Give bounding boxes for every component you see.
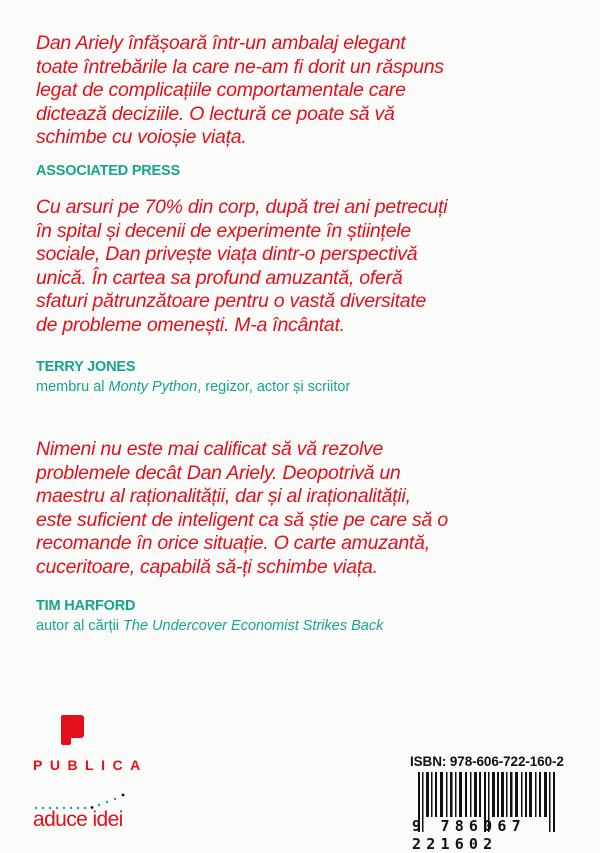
publica-p-logo-icon <box>61 715 85 745</box>
attribution-name: TERRY JONES <box>36 359 136 375</box>
attribution-terry-jones <box>36 359 350 395</box>
quote-line: sfaturi pătrunzătoare pentru o vastă diversitate <box>36 290 427 313</box>
quote-line: Dan Ariely înfășoară într-un ambalaj elegant <box>36 32 406 54</box>
publisher-logo <box>33 715 148 773</box>
quote-line: este suficient de inteligent ca să știe pe care să o <box>36 508 448 531</box>
role-text: , regizor, actor și scriitor <box>197 379 351 395</box>
quote-line: sociale, Dan privește viața dintr-o perspectivă <box>36 243 418 266</box>
quote-line: dictează deciziile. O lectură ce poate să vă <box>36 102 395 125</box>
blurb-quote-associated-press <box>36 32 444 150</box>
quote-line: maestru al raționalității, dar și al iraționalității, <box>36 485 411 508</box>
role-text: membru al <box>36 379 109 395</box>
tagline-text: aduce idei <box>33 808 123 831</box>
attribution-associated-press <box>36 163 180 179</box>
attribution-role <box>36 379 350 395</box>
quote-line: cuceritoare, capabilă să-ți schimbe viața. <box>36 555 378 578</box>
role-text: autor al cărții <box>36 618 124 634</box>
attribution-name: TIM HARFORD <box>36 598 136 614</box>
quote-line: problemele decât Dan Ariely. Deopotrivă un <box>36 461 401 484</box>
quote-line: schimbe cu voioșie viața. <box>36 126 247 149</box>
attribution-role <box>36 618 383 634</box>
publisher-name: PUBLICA <box>33 757 148 773</box>
quote-line: recomande în orice situație. O carte amuzantă, <box>36 532 430 555</box>
publisher-tagline <box>33 790 133 831</box>
blurb-quote-terry-jones <box>36 196 447 338</box>
role-italic-text: The Undercover Economist Strikes Back <box>123 618 384 634</box>
attribution-tim-harford <box>36 598 383 634</box>
quote-line: unică. În cartea sa profund amuzantă, oferă <box>36 266 403 289</box>
isbn-label: ISBN: 978-606-722-160-2 <box>410 754 564 769</box>
attribution-name: ASSOCIATED PRESS <box>36 163 180 179</box>
role-italic-text: Monty Python <box>108 379 198 395</box>
isbn-barcode <box>410 754 590 853</box>
quote-line: Cu arsuri pe 70% din corp, după trei ani petrecuți <box>36 196 448 218</box>
quote-line: legat de complicațiile comportamentale care <box>36 79 406 102</box>
barcode-digits: 9 786067 221602 <box>412 817 526 853</box>
quote-line: Nimeni nu este mai calificat să vă rezolve <box>36 438 384 460</box>
quote-line: în spital și decenii de experimente în științele <box>36 219 411 242</box>
quote-line: toate întrebările la care ne-am fi dorit un răspuns <box>36 55 444 78</box>
blurb-quote-tim-harford <box>36 438 448 580</box>
quote-line: de probleme omenești. M-a încântat. <box>36 313 345 336</box>
